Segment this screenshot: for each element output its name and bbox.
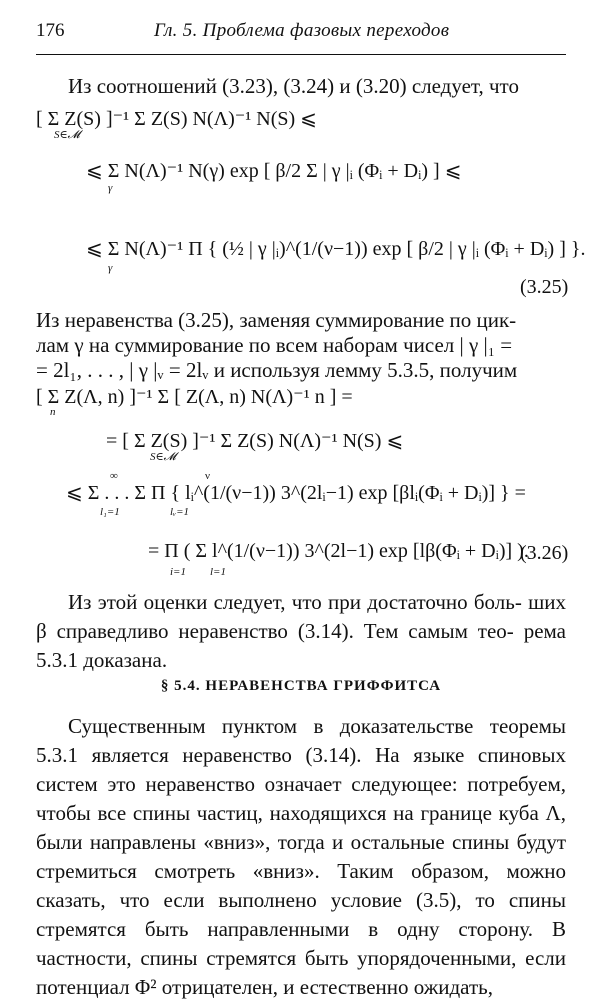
sum-upper-limit: ∞ <box>110 470 118 482</box>
equation-text: ⩽ Σ . . . Σ Π { lᵢ^(1/(ν−1)) 3^(2lᵢ−1) exp [βlᵢ(Φᵢ + Dᵢ)] } = <box>66 482 526 504</box>
sum-limit: S∈𝓜 <box>54 129 80 141</box>
page-number: 176 <box>36 20 65 41</box>
sum-limit: lᵥ=1 <box>170 506 190 518</box>
sum-limit: n <box>50 406 56 418</box>
equation-number-3-25: (3.25) <box>520 276 569 298</box>
equation-text: [ Σ Z(S) ]⁻¹ Σ Z(S) N(Λ)⁻¹ N(S) ⩽ <box>36 108 317 130</box>
running-title: Гл. 5. Проблема фазовых переходов <box>154 20 450 41</box>
middle-paragraph-line-3: = 2l₁, . . . , | γ |ᵥ = 2lᵥ и используя лемму 5.3.5, получим <box>36 358 518 382</box>
middle-paragraph-line-2: лам γ на суммирование по всем наборам чисел | γ |₁ = <box>36 333 513 357</box>
equation-text: ⩽ Σ N(Λ)⁻¹ Π { (½ | γ |ᵢ)^(1/(ν−1)) exp [ β/2 | γ |ᵢ (Φᵢ + Dᵢ) ] }. <box>86 238 586 260</box>
middle-paragraph-line-1: Из неравенства (3.25), заменяя суммирование по цик- <box>36 308 517 332</box>
intro-paragraph: Из соотношений (3.23), (3.24) и (3.20) следует, что <box>68 74 519 98</box>
product-limit: i=1 <box>170 566 186 578</box>
equation-3-25-line-3 <box>86 236 600 261</box>
equation-3-25-line-2 <box>86 158 600 183</box>
equation-text: [ Σ Z(Λ, n) ]⁻¹ Σ [ Z(Λ, n) N(Λ)⁻¹ n ] = <box>36 386 353 408</box>
sum-limit: S∈𝓜 <box>150 451 176 463</box>
sum-limit: γ <box>108 182 113 194</box>
page-header <box>36 14 566 55</box>
sum-limit: l₁=1 <box>100 506 120 518</box>
equation-text: = Π ( Σ l^(1/(ν−1)) 3^(2l−1) exp [lβ(Φᵢ + Dᵢ)] ). <box>148 540 529 562</box>
sum-limit: γ <box>108 262 113 274</box>
section-heading: § 5.4. НЕРАВЕНСТВА ГРИФФИТСА <box>160 678 442 694</box>
product-upper-limit: ν <box>205 470 210 482</box>
equation-number-3-26: (3.26) <box>520 542 569 564</box>
conclusion-paragraph: Из этой оценки следует, что при достаточно боль- ших β справедливо неравенство (3.14). Тем самым тео- рема 5.3.1 доказана. <box>36 590 566 672</box>
body-paragraph: Существенным пунктом в доказательстве теоремы 5.3.1 является неравенство (3.14). На языке спиновых систем это неравенство означает следующее: потребуем, чтобы все спины частиц, находящихся на границе куба Λ, были направлены «вниз», тогда и остальные спины будут стремиться смотреть «вниз». Таким образом, можно сказать, что если выполнено условие (3.5), то спины стремятся быть направленными в одну сторону. В частности, спины стремятся быть упорядоченными, если потенциал Φ² отрицателен, и естественно ожидать, <box>36 714 566 999</box>
sum-limit: l=1 <box>210 566 226 578</box>
equation-3-26-line-3 <box>66 480 600 505</box>
equation-text: ⩽ Σ N(Λ)⁻¹ N(γ) exp [ β/2 Σ | γ |ᵢ (Φᵢ + Dᵢ) ] ⩽ <box>86 160 462 182</box>
equation-text: = [ Σ Z(S) ]⁻¹ Σ Z(S) N(Λ)⁻¹ N(S) ⩽ <box>106 430 404 452</box>
